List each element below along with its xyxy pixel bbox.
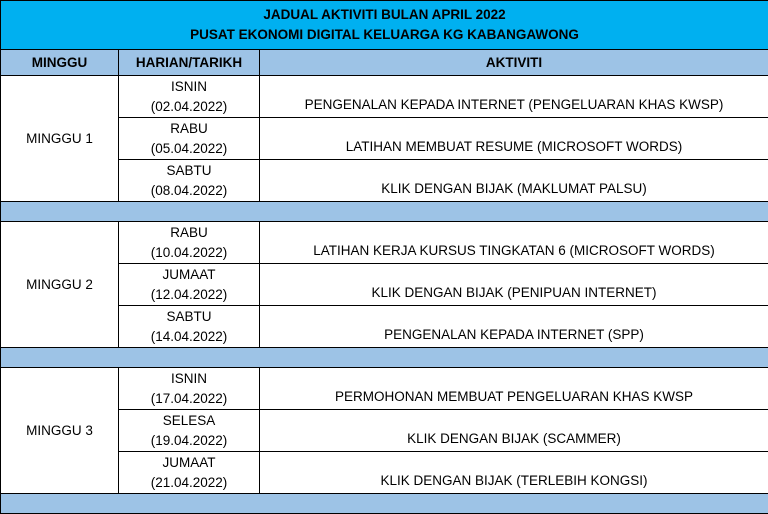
activity-cell: KLIK DENGAN BIJAK (SCAMMER) bbox=[260, 410, 768, 452]
header-row bbox=[1, 50, 768, 76]
day-name: SABTU bbox=[119, 307, 259, 327]
day-date: (10.04.2022) bbox=[119, 243, 259, 263]
day-name: RABU bbox=[119, 119, 259, 139]
day-date-cell bbox=[119, 76, 260, 118]
day-name: SABTU bbox=[119, 161, 259, 181]
week-separator bbox=[1, 348, 768, 368]
week-separator-row bbox=[1, 348, 768, 368]
day-date: (21.04.2022) bbox=[119, 473, 259, 493]
activity-cell: KLIK DENGAN BIJAK (PENIPUAN INTERNET) bbox=[260, 264, 768, 306]
table-row bbox=[1, 76, 768, 118]
table-row bbox=[1, 368, 768, 410]
day-date-cell bbox=[119, 118, 260, 160]
day-name: ISNIN bbox=[119, 369, 259, 389]
header-activity: AKTIVITI bbox=[260, 50, 768, 76]
table-title bbox=[1, 1, 768, 50]
day-date: (08.04.2022) bbox=[119, 181, 259, 201]
header-day: HARIAN/TARIKH bbox=[119, 50, 260, 76]
activity-cell: KLIK DENGAN BIJAK (MAKLUMAT PALSU) bbox=[260, 160, 768, 202]
day-date-cell bbox=[119, 410, 260, 452]
week-label: MINGGU 2 bbox=[1, 222, 119, 348]
activity-cell: PERMOHONAN MEMBUAT PENGELUARAN KHAS KWSP bbox=[260, 368, 768, 410]
week-separator-row bbox=[1, 202, 768, 222]
day-date: (12.04.2022) bbox=[119, 285, 259, 305]
day-name: SELESA bbox=[119, 411, 259, 431]
title-line-2: PUSAT EKONOMI DIGITAL KELUARGA KG KABANGAWONG bbox=[1, 25, 768, 45]
week-label: MINGGU 3 bbox=[1, 368, 119, 494]
activity-cell: LATIHAN MEMBUAT RESUME (MICROSOFT WORDS) bbox=[260, 118, 768, 160]
week-separator bbox=[1, 202, 768, 222]
day-date: (19.04.2022) bbox=[119, 431, 259, 451]
activity-cell: PENGENALAN KEPADA INTERNET (PENGELUARAN KHAS KWSP) bbox=[260, 76, 768, 118]
week-label: MINGGU 1 bbox=[1, 76, 119, 202]
day-date: (14.04.2022) bbox=[119, 327, 259, 347]
title-row bbox=[1, 1, 768, 50]
activity-cell: PENGENALAN KEPADA INTERNET (SPP) bbox=[260, 306, 768, 348]
day-date-cell bbox=[119, 264, 260, 306]
activity-cell: LATIHAN KERJA KURSUS TINGKATAN 6 (MICROSOFT WORDS) bbox=[260, 222, 768, 264]
day-date-cell bbox=[119, 222, 260, 264]
day-date-cell bbox=[119, 452, 260, 494]
table-row bbox=[1, 222, 768, 264]
week-separator bbox=[1, 494, 768, 514]
week-separator-row bbox=[1, 494, 768, 514]
day-date-cell bbox=[119, 306, 260, 348]
day-date: (05.04.2022) bbox=[119, 139, 259, 159]
day-date: (17.04.2022) bbox=[119, 389, 259, 409]
activity-cell: KLIK DENGAN BIJAK (TERLEBIH KONGSI) bbox=[260, 452, 768, 494]
header-week: MINGGU bbox=[1, 50, 119, 76]
day-date-cell bbox=[119, 368, 260, 410]
day-name: JUMAAT bbox=[119, 265, 259, 285]
day-name: RABU bbox=[119, 223, 259, 243]
day-name: JUMAAT bbox=[119, 453, 259, 473]
day-date: (02.04.2022) bbox=[119, 97, 259, 117]
title-line-1: JADUAL AKTIVITI BULAN APRIL 2022 bbox=[1, 5, 768, 25]
day-date-cell bbox=[119, 160, 260, 202]
day-name: ISNIN bbox=[119, 77, 259, 97]
